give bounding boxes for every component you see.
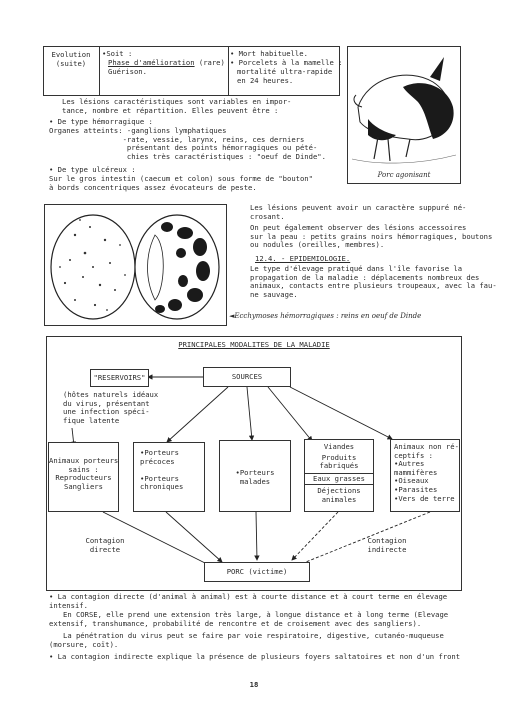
indirect-contagion-paragraph: • La contagion indirecte explique la présence de plusieurs foyers saltatoires et non d'un front: [49, 652, 461, 661]
pig-figure: [347, 46, 461, 184]
carriers-box: [133, 442, 205, 512]
lesions-intro: Les lésions caractéristiques sont variables en impor- tance, nombre et répartition. Elles peuvent être :: [62, 97, 292, 115]
pig-victim-label: PORC (victime): [226, 567, 288, 576]
kidney-illustration: [45, 205, 226, 325]
healthy-carriers-text: Animaux porteurs sains : Reproducteurs Sangliers: [49, 456, 119, 491]
non-receptive-box: [390, 439, 460, 512]
evolution-right-2: • Porcelets à la mamelle :: [230, 58, 343, 67]
non-receptive-text: Animaux non ré- ceptifs : •Autres mammifères •Oiseaux •Parasites •Vers de terre: [394, 442, 459, 503]
carriers-text: •Porteurs précoces •Porteurs chroniques: [140, 448, 184, 492]
reservoirs-box: [90, 369, 149, 387]
sources-box: [203, 367, 291, 387]
epidemiology-paragraph: Le type d'élevage pratiqué dans l'île favorise la propagation de la maladie : déplacements nombreux des animaux, contacts entre plusieurs troupeaux, avec la fau- ne sauvage.: [250, 264, 497, 299]
kidney-caption: ◄Ecchymoses hémorragiques : reins en oeuf de Dinde: [229, 312, 422, 320]
sources-label: SOURCES: [231, 372, 263, 381]
healthy-carriers-box: [48, 442, 119, 512]
direct-contagion-label: Contagion directe: [85, 536, 125, 554]
skin-lesions-paragraph: On peut également observer des lésions accessoires sur la peau : petits grains noirs hémorragiques, boutons ou nodules (oreilles, membres).: [250, 223, 493, 250]
evolution-row-label: Evolution (suite): [51, 50, 91, 68]
products-manufactured: Produits fabriqués: [319, 452, 359, 471]
direct-contagion-paragraph: • La contagion directe (d'animal à animal) est à courte distance et à court terme en élevage intensif.: [49, 592, 448, 610]
evolution-middle-3: Guérison.: [108, 67, 147, 76]
diagram-title: PRINCIPALES MODALITES DE LA MALADIE: [178, 340, 330, 349]
evolution-middle-1: •Soit :: [102, 49, 133, 58]
products-greasy-water: Eaux grasses: [305, 473, 373, 486]
table-divider-2: [228, 46, 229, 96]
hemorrhagic-title: • De type hémorragique :: [49, 117, 153, 126]
sick-carriers-box: [219, 440, 291, 512]
evolution-right-3: mortalité ultra-rapide: [237, 67, 333, 76]
hemorrhagic-body: Organes atteints: -ganglions lymphatiques -rate, vessie, larynx, reins, ces derniers présentant des points hémorragiques ou pété- chies très caractéristiques : "oeuf de Dinde".: [49, 126, 326, 161]
penetration-paragraph: La pénétration du virus peut se faire par voie respiratoire, digestive, cutanéo-muqueuse (morsure, coït).: [49, 631, 444, 649]
page-number: 18: [249, 680, 259, 689]
epidemiology-heading: 12.4. - EPIDEMIOLOGIE.: [255, 254, 351, 263]
reservoirs-note: (hôtes naturels idéaux du virus, présentant une infection spéci- fique latente: [63, 390, 159, 425]
dying-pig-illustration: [348, 47, 460, 169]
corsica-paragraph: En CORSE, elle prend une extension très large, à longue distance et à long terme (Elevage extensif, transhumance, probabilité de rencontre et de croisement avec des sangliers).: [49, 610, 449, 628]
ulcerous-title: • De type ulcéreux :: [49, 165, 136, 174]
suppurative-paragraph: Les lésions peuvent avoir un caractère suppuré né- crosant.: [250, 203, 467, 221]
table-divider-1: [99, 46, 100, 96]
rare-note: (rare): [194, 58, 225, 67]
evolution-right-4: en 24 heures.: [237, 76, 294, 85]
phase-amelioration: Phase d'amélioration: [108, 58, 195, 67]
indirect-contagion-label: Contagion indirecte: [367, 536, 407, 554]
sick-carriers-text: •Porteurs malades: [235, 468, 275, 486]
ulcerous-body: Sur le gros intestin (caecum et colon) sous forme de "bouton" à bords concentriques assez évocateurs de peste.: [49, 174, 313, 192]
reservoirs-label: "RESERVOIRS": [93, 373, 146, 382]
pig-victim-box: [204, 562, 310, 582]
products-manure: Déjections animales: [317, 486, 361, 504]
products-meat: Viandes: [323, 442, 355, 451]
evolution-right-1: • Mort habituelle.: [230, 49, 308, 58]
pig-caption: Porc agonisant: [377, 171, 431, 179]
kidney-figure: [44, 204, 227, 326]
products-box: [304, 439, 374, 512]
